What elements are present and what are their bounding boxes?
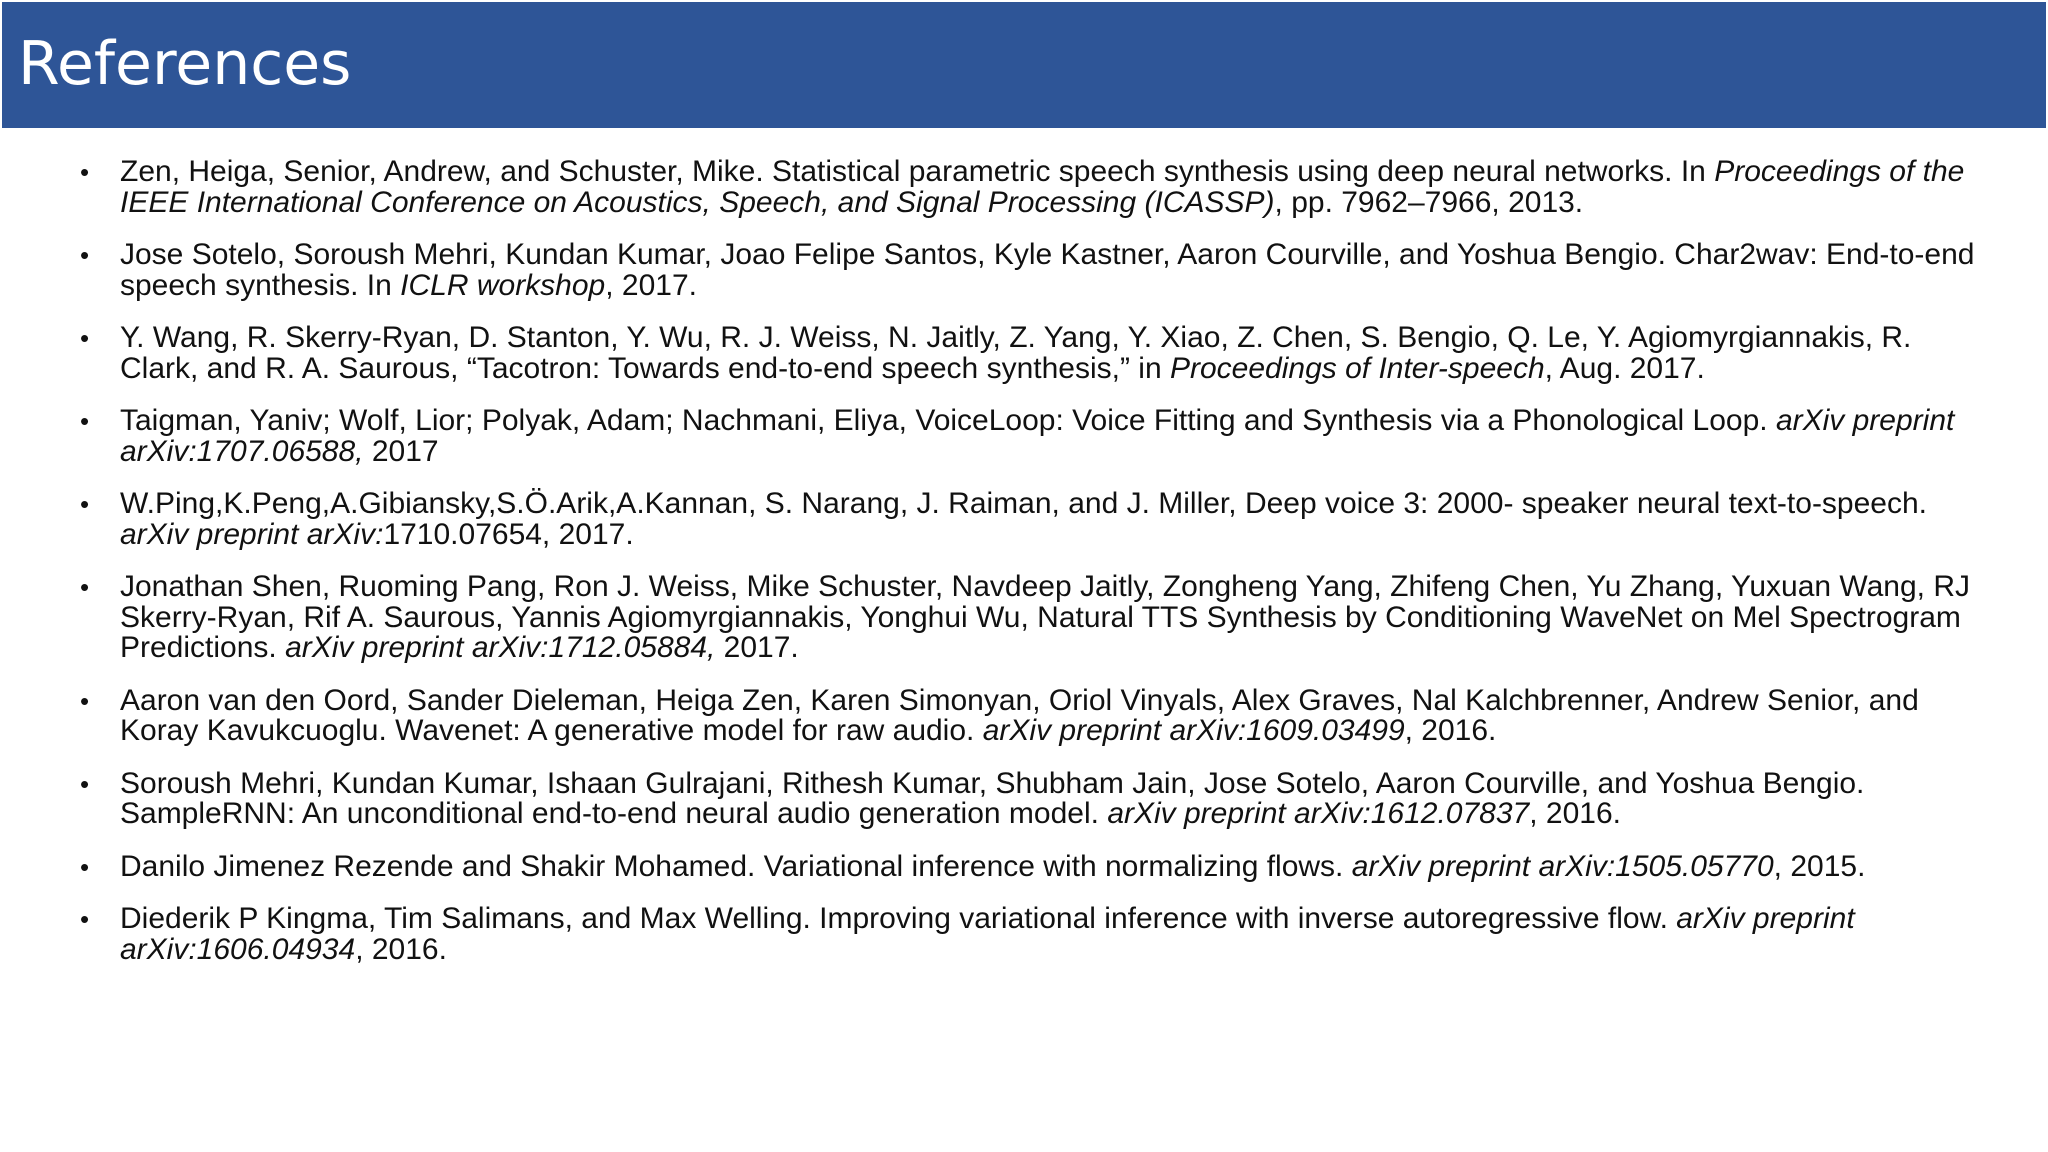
reference-venue-text: arXiv preprint arXiv:1612.07837 [1107, 797, 1530, 830]
reference-text: , 2016. [355, 932, 447, 966]
reference-item [80, 489, 1980, 550]
reference-venue-text: arXiv preprint arXiv:1606.04934 [120, 902, 1855, 966]
bullet-icon: • [80, 489, 90, 519]
reference-item [80, 904, 1980, 965]
reference-text: , 2017. [605, 268, 697, 302]
reference-text: 2017. [715, 631, 799, 664]
reference-venue-text: arXiv preprint arXiv: [120, 517, 384, 551]
bullet-icon: • [80, 406, 90, 436]
reference-text: 2017 [363, 434, 439, 468]
reference-text: 1710.07654, 2017. [383, 517, 634, 551]
reference-item [80, 406, 1980, 467]
bullet-icon: • [80, 904, 90, 934]
bullet-icon: • [80, 323, 90, 353]
bullet-icon: • [80, 572, 90, 602]
reference-item [80, 572, 1980, 664]
bullet-icon: • [80, 240, 90, 270]
reference-text: , Aug. 2017. [1544, 351, 1705, 385]
bullet-icon: • [80, 685, 90, 716]
reference-text: Taigman, Yaniv; Wolf, Lior; Polyak, Adam; Nachmani, Eliya, VoiceLoop: Voice Fitting and Synthesis via a Phonological Loop. [120, 404, 1776, 437]
reference-venue-text: Proceedings of Inter-speech [1169, 351, 1545, 385]
reference-venue-text: arXiv preprint arXiv:1707.06588, [120, 404, 1955, 468]
reference-venue-text: arXiv preprint arXiv:1505.05770 [1351, 849, 1774, 883]
reference-text: Soroush Mehri, Kundan Kumar, Ishaan Gulrajani, Rithesh Kumar, Shubham Jain, Jose Sotelo, Aaron Courville, and Yoshua Bengio. SampleRNN: An unconditional end-to-end neural audio generation model. [120, 766, 1865, 830]
reference-text: Jose Sotelo, Soroush Mehri, Kundan Kumar, Joao Felipe Santos, Kyle Kastner, Aaron Courville, and Yoshua Bengio. Char2wav: End-to-end speech synthesis. In [120, 238, 1975, 302]
reference-text: Jonathan Shen, Ruoming Pang, Ron J. Weiss, Mike Schuster, Navdeep Jaitly, Zongheng Yang, Zhifeng Chen, Yu Zhang, Yuxuan Wang, RJ Skerry-Ryan, Rif A. Saurous, Yannis Agiomyrgiannakis, Yonghui Wu, Natural TTS Synthesis by Conditioning WaveNet on Mel Spectrogram Predictions. [120, 570, 1971, 664]
reference-item [80, 766, 1980, 830]
bullet-icon: • [80, 851, 90, 882]
reference-text: Aaron van den Oord, Sander Dieleman, Heiga Zen, Karen Simonyan, Oriol Vinyals, Alex Graves, Nal Kalchbrenner, Andrew Senior, and Koray Kavukcuoglu. Wavenet: A generative model for raw audio. [120, 683, 1919, 747]
reference-text: , 2016. [1529, 797, 1621, 830]
reference-text: , pp. 7962–7966, 2013. [1274, 185, 1584, 219]
reference-venue-text: ICLR workshop [400, 268, 606, 302]
reference-item [80, 849, 1980, 883]
bullet-icon: • [80, 157, 90, 187]
title-bar [2, 2, 2046, 128]
reference-text: Zen, Heiga, Senior, Andrew, and Schuster, Mike. Statistical parametric speech synthesis using deep neural networks. In [120, 155, 1715, 188]
reference-text: , 2015. [1773, 849, 1866, 883]
reference-list [80, 157, 1980, 987]
reference-venue-text: arXiv preprint arXiv:1609.03499 [982, 714, 1405, 747]
reference-item [80, 683, 1980, 747]
reference-text: W.Ping,K.Peng,A.Gibiansky,S.Ö.Arik,A.Kannan, S. Narang, J. Raiman, and J. Miller, Deep voice 3: 2000- speaker neural text-to-speech. [120, 487, 1928, 520]
reference-text: Danilo Jimenez Rezende and Shakir Mohamed. Variational inference with normalizing flows. [120, 849, 1352, 883]
reference-item [80, 240, 1980, 301]
reference-venue-text: Proceedings of the IEEE International Conference on Acoustics, Speech, and Signal Processing (ICASSP) [120, 155, 1965, 219]
reference-text: Y. Wang, R. Skerry-Ryan, D. Stanton, Y. Wu, R. J. Weiss, N. Jaitly, Z. Yang, Y. Xiao, Z. Chen, S. Bengio, Q. Le, Y. Agiomyrgiannakis, R. Clark, and R. A. Saurous, “Tacotron: Towards end-to-end speech synthesis,” in [120, 321, 1912, 385]
reference-text: Diederik P Kingma, Tim Salimans, and Max Welling. Improving variational inference with inverse autoregressive flow. [120, 902, 1677, 935]
reference-text: , 2016. [1404, 714, 1497, 747]
slide-title: References [18, 29, 352, 99]
bullet-icon: • [80, 768, 90, 799]
reference-item [80, 323, 1980, 384]
reference-item [80, 157, 1980, 218]
reference-venue-text: arXiv preprint arXiv:1712.05884, [285, 631, 716, 664]
